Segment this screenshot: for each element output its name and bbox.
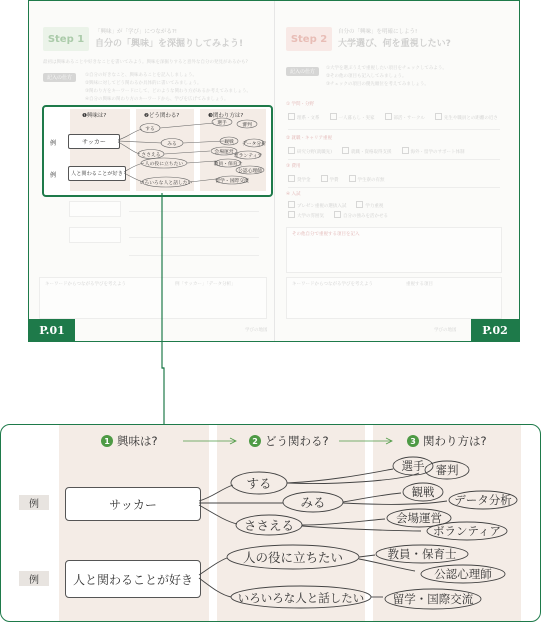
- svg-text:データ分析: データ分析: [242, 142, 266, 147]
- instruction-2-3: ③チェックの項目の優先順位を考えてみましょう。: [326, 82, 429, 87]
- example-label-2: 例: [19, 571, 49, 586]
- section-4-items-a: プレゼン重視の選抜入試 学力重視: [288, 201, 383, 209]
- mini-rel-miru: みる: [167, 142, 177, 147]
- header-relation: 2 どう関わる?: [249, 433, 329, 449]
- way-shinpan: 審判: [435, 463, 459, 477]
- relation-miru: みる: [300, 495, 326, 510]
- mindmap-branches: [1, 425, 541, 621]
- way-koninshinrishi: 公認心理師: [434, 567, 492, 581]
- svg-text:ボランティア: ボランティア: [233, 154, 263, 159]
- step-1-badge: Step 1: [43, 27, 89, 51]
- svg-text:観戦: 観戦: [224, 140, 234, 145]
- mini-example-1: 例: [50, 140, 57, 147]
- step-1-intro: 最初は興味あることや好きなことを書いてみよう。興味を深掘りすると意外な自分の発見があるかも?: [43, 60, 248, 65]
- instruction-2: ②興味に対してどう関わるか具体的に書いてみましょう。: [85, 81, 202, 86]
- section-1-title: ① 学問・分野: [286, 102, 314, 107]
- mini-header-1: ❶興味は?: [82, 113, 107, 119]
- section-4-items-b: 大学の雰囲気 自分の強みを活かせる: [288, 211, 388, 219]
- page-label-p02: P.02: [471, 319, 519, 341]
- example-label-1: 例: [19, 495, 49, 510]
- page-label-p01: P.01: [29, 319, 75, 341]
- svg-text:留学・国際交流: 留学・国際交流: [215, 179, 249, 184]
- step-1-title: 自分の「興味」を深掘りしてみよう!: [95, 39, 244, 49]
- svg-text:審判: 審判: [242, 123, 252, 128]
- instruction-2-2: ②その他の項目も記入してみましょう。: [326, 74, 407, 79]
- relation-suru: する: [246, 476, 272, 491]
- instruction-1: ①自分の好きなこと、興味あることを記入しましょう。: [85, 73, 198, 78]
- mini-rel-suru: する: [145, 127, 155, 132]
- way-volunteer: ボランティア: [432, 524, 502, 538]
- way-kansen: 観戦: [411, 485, 435, 499]
- number-badge-2: 2: [249, 435, 261, 447]
- way-kaijo-unei: 会場運営: [396, 511, 442, 525]
- footer-right: 学びの地図: [434, 328, 457, 333]
- way-kyoin-hoikushi: 教員・保育士: [387, 547, 457, 561]
- way-senshu: 選手: [401, 459, 425, 473]
- mini-rel-yakunitatsu: 人の役に立ちたい: [144, 162, 184, 167]
- step-1-subtitle: 「興味」が「学び」につながる?!: [95, 29, 178, 35]
- number-badge-1: 1: [101, 435, 113, 447]
- mini-header-2: ❷どう関わる?: [144, 113, 180, 119]
- header-interest: 1 興味は?: [101, 433, 158, 449]
- mini-example-2: 例: [50, 172, 57, 179]
- instruction-2-1: ①大学を選ぶうえで重視したい項目をチェックしてみよう。: [326, 66, 447, 71]
- free-note-label: その他自分で重視する項目を記入: [292, 232, 360, 237]
- section-3-items: 奨学金 学費 学生寮の有無: [288, 175, 385, 183]
- footer-left: 学びの地図: [245, 328, 268, 333]
- mini-rel-hanashitai: いろいろな人と話したい: [139, 181, 193, 186]
- svg-text:教員・保育士: 教員・保育士: [213, 162, 243, 167]
- instructions-pill: 記入の仕方: [43, 73, 76, 82]
- instruction-4: ④自分の興味の関わり方のキーワードから、学びを広げてみましょう。: [85, 97, 229, 102]
- mini-rel-sasaeru: ささえる: [141, 153, 161, 158]
- step-2-title: 大学選び、何を重視したい?: [338, 39, 451, 49]
- relation-hanashitai: いろいろな人と話したい: [237, 591, 365, 605]
- keyword-box-example: 例「サッカー」「データ分析」: [175, 282, 236, 287]
- header-way: 3 関わり方は?: [407, 433, 487, 449]
- priority-box-example: 重視する項目: [406, 282, 433, 287]
- section-2-title: ② 就職・キャリア重視: [286, 136, 332, 141]
- way-ryugaku: 留学・国際交流: [392, 592, 474, 606]
- instructions-pill-2: 記入の仕方: [286, 67, 319, 76]
- zoom-panel: [0, 424, 541, 622]
- svg-text:会場運営: 会場運営: [214, 150, 234, 155]
- step-2-subtitle: 自分の「興味」を明確にしよう!: [338, 29, 418, 35]
- instruction-3: ③関わり方をキーワードにして、どのような関わり方があるか考えてみましょう。: [85, 89, 251, 94]
- relation-yakunitatsu: 人の役に立ちたい: [242, 550, 344, 565]
- section-1-items: 理系・文系 一人暮らし・実家 部活・サークル 先生や職員との距離の近さ: [288, 113, 498, 121]
- step-2-badge: Step 2: [286, 27, 332, 51]
- section-4-title: ④ 入試: [286, 192, 301, 197]
- relation-sasaeru: ささえる: [243, 518, 295, 533]
- keyword-box-label: キーワードからつながる学びを考えよう: [45, 282, 126, 287]
- svg-text:公認心理師: 公認心理師: [238, 169, 262, 174]
- section-2-items: 研究分野(就職先) 就職・資格取得支援 海外・留学のサポート体制: [288, 147, 465, 155]
- priority-box-label: キーワードからつながる学びを考えよう: [292, 282, 373, 287]
- mini-header-3: ❸関わり方は?: [208, 113, 244, 119]
- number-badge-3: 3: [407, 435, 419, 447]
- mini-interest-2: 人と関わることが好き: [68, 166, 126, 181]
- way-data-bunseki: データ分析: [454, 493, 512, 507]
- svg-text:選手: 選手: [217, 121, 227, 126]
- section-3-title: ③ 費用: [286, 164, 301, 169]
- interest-box-soccer: サッカー: [65, 487, 201, 521]
- interest-box-people: 人と関わることが好き: [65, 560, 201, 598]
- mini-interest-1: サッカー: [68, 134, 120, 149]
